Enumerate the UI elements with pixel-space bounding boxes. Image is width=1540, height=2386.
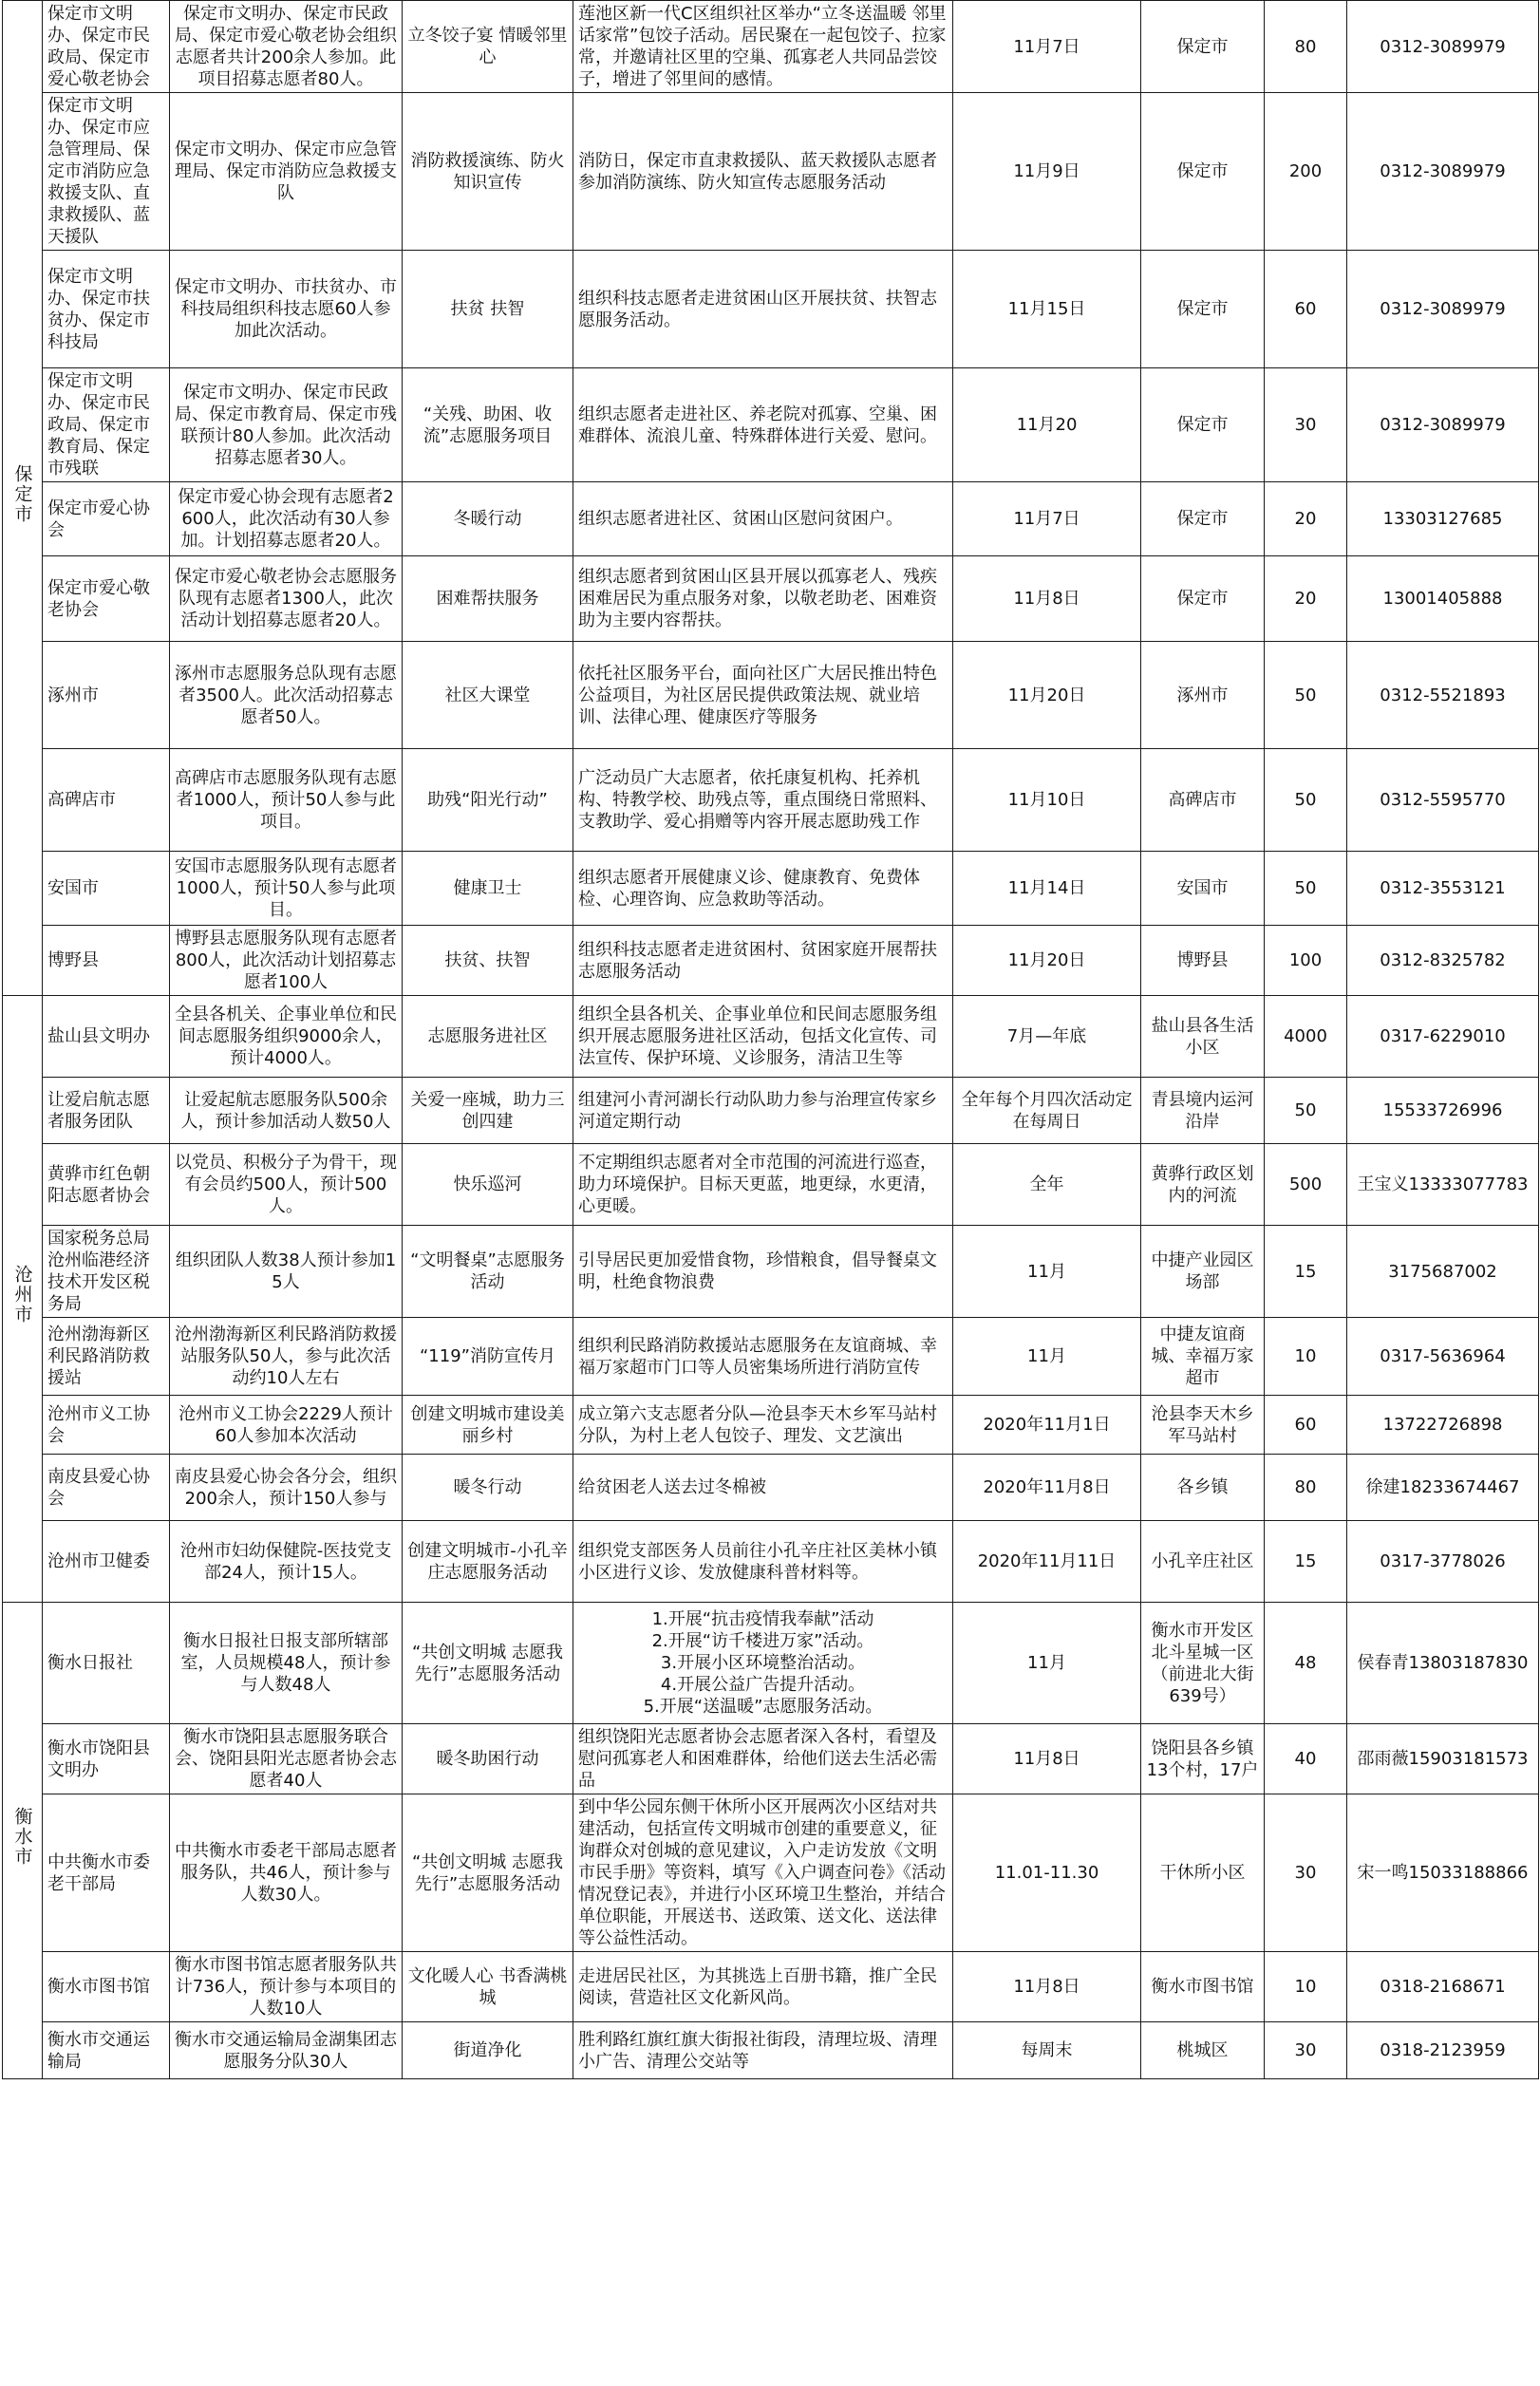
team-cell: 组织团队人数38人预计参加15人 <box>170 1226 403 1318</box>
place-cell: 保定市 <box>1141 251 1265 368</box>
project-cell: 立冬饺子宴 情暖邻里心 <box>403 1 573 93</box>
team-cell: 沧州市义工协会2229人预计60人参加本次活动 <box>170 1396 403 1455</box>
team-cell: 博野县志愿服务队现有志愿者800人，此次活动计划招募志愿者100人 <box>170 926 403 996</box>
contact-cell: 13303127685 <box>1347 482 1539 556</box>
place-cell: 各乡镇 <box>1141 1455 1265 1521</box>
table-row <box>3 368 1539 482</box>
table-row <box>3 1521 1539 1603</box>
participants-cell: 50 <box>1265 852 1347 926</box>
time-cell: 11月20日 <box>953 642 1141 749</box>
content-cell: 成立第六支志愿者分队—沧县李天木乡军马站村分队，为村上老人包饺子、理发、文艺演出 <box>573 1396 953 1455</box>
content-cell: 走进居民社区，为其挑选上百册书籍，推广全民阅读，营造社区文化新风尚。 <box>573 1952 953 2022</box>
contact-cell: 0318-2168671 <box>1347 1952 1539 2022</box>
table-row <box>3 251 1539 368</box>
organizer-cell: 南皮县爱心协会 <box>43 1455 170 1521</box>
table-row <box>3 556 1539 642</box>
city-label: 保定市 <box>11 463 33 524</box>
content-line: 5.开展“送温暖”志愿服务活动。 <box>643 1697 883 1717</box>
team-cell: 衡水市交通运输局金湖集团志愿服务分队30人 <box>170 2022 403 2079</box>
place-cell: 保定市 <box>1141 1 1265 93</box>
team-cell: 全县各机关、企事业单位和民间志愿服务组织9000余人，预计4000人。 <box>170 996 403 1078</box>
contact-cell: 宋一鸣15033188866 <box>1347 1794 1539 1952</box>
table-row <box>3 1144 1539 1226</box>
table-row <box>3 1 1539 93</box>
project-cell: 快乐巡河 <box>403 1144 573 1226</box>
content-cell: 不定期组织志愿者对全市范围的河流进行巡查，助力环境保护。目标天更蓝，地更绿，水更清，心更暖。 <box>573 1144 953 1226</box>
content-line: 4.开展公益广告提升活动。 <box>660 1675 866 1695</box>
participants-cell: 4000 <box>1265 996 1347 1078</box>
team-cell: 保定市文明办、保定市民政局、保定市爱心敬老协会组织志愿者共计200余人参加。此项目招募志愿者80人。 <box>170 1 403 93</box>
city-cell <box>3 996 43 1603</box>
content-cell: 组织科技志愿者走进贫困山区开展扶贫、扶智志愿服务活动。 <box>573 251 953 368</box>
team-cell: 衡水日报社日报支部所辖部室，人员规模48人，预计参与人数48人 <box>170 1603 403 1724</box>
content-cell: 组织党支部医务人员前往小孔辛庄社区美林小镇小区进行义诊、发放健康科普材料等。 <box>573 1521 953 1603</box>
project-cell: “共创文明城 志愿我先行”志愿服务活动 <box>403 1603 573 1724</box>
participants-cell: 30 <box>1265 2022 1347 2079</box>
organizer-cell: 保定市爱心敬老协会 <box>43 556 170 642</box>
place-cell: 保定市 <box>1141 556 1265 642</box>
place-cell: 中捷产业园区场部 <box>1141 1226 1265 1318</box>
project-cell: “关残、助困、收流”志愿服务项目 <box>403 368 573 482</box>
time-cell: 11月8日 <box>953 556 1141 642</box>
content-cell: 组织志愿者到贫困山区县开展以孤寡老人、残疾困难居民为重点服务对象，以敬老助老、困难资助为主要内容帮扶。 <box>573 556 953 642</box>
contact-cell: 0312-3089979 <box>1347 368 1539 482</box>
organizer-cell: 涿州市 <box>43 642 170 749</box>
team-cell: 以党员、积极分子为骨干，现有会员约500人，预计500人。 <box>170 1144 403 1226</box>
team-cell: 沧州渤海新区利民路消防救援站服务队50人，参与此次活动约10人左右 <box>170 1318 403 1396</box>
participants-cell: 10 <box>1265 1318 1347 1396</box>
participants-cell: 60 <box>1265 251 1347 368</box>
content-line: 3.开展小区环境整治活动。 <box>660 1653 866 1673</box>
contact-cell: 0312-3089979 <box>1347 93 1539 251</box>
organizer-cell: 沧州市卫健委 <box>43 1521 170 1603</box>
table-row <box>3 482 1539 556</box>
time-cell: 11月 <box>953 1603 1141 1724</box>
table-row <box>3 1952 1539 2022</box>
table-row <box>3 749 1539 852</box>
place-cell: 高碑店市 <box>1141 749 1265 852</box>
organizer-cell: 衡水市交通运输局 <box>43 2022 170 2079</box>
project-cell: 创建文明城市-小孔辛庄志愿服务活动 <box>403 1521 573 1603</box>
time-cell: 11月15日 <box>953 251 1141 368</box>
table-row <box>3 1078 1539 1144</box>
contact-cell: 0312-8325782 <box>1347 926 1539 996</box>
contact-cell: 王宝义13333077783 <box>1347 1144 1539 1226</box>
contact-cell: 0312-3089979 <box>1347 251 1539 368</box>
participants-cell: 60 <box>1265 1396 1347 1455</box>
time-cell: 全年 <box>953 1144 1141 1226</box>
place-cell: 衡水市开发区北斗星城一区（前进北大街639号） <box>1141 1603 1265 1724</box>
participants-cell: 15 <box>1265 1226 1347 1318</box>
contact-cell: 0312-3089979 <box>1347 1 1539 93</box>
team-cell: 高碑店市志愿服务队现有志愿者1000人，预计50人参与此项目。 <box>170 749 403 852</box>
content-cell: 组织全县各机关、企事业单位和民间志愿服务组织开展志愿服务进社区活动，包括文化宣传、司法宣传、保护环境、义诊服务，清洁卫生等 <box>573 996 953 1078</box>
time-cell: 11月10日 <box>953 749 1141 852</box>
project-cell: 志愿服务进社区 <box>403 996 573 1078</box>
contact-cell: 邵雨薇15903181573 <box>1347 1724 1539 1794</box>
organizer-cell: 沧州渤海新区利民路消防救援站 <box>43 1318 170 1396</box>
organizer-cell: 博野县 <box>43 926 170 996</box>
participants-cell: 100 <box>1265 926 1347 996</box>
city-label: 衡水市 <box>11 1806 33 1867</box>
table-row <box>3 1794 1539 1952</box>
content-cell: 给贫困老人送去过冬棉被 <box>573 1455 953 1521</box>
time-cell: 11月7日 <box>953 482 1141 556</box>
time-cell: 7月—年底 <box>953 996 1141 1078</box>
contact-cell: 0317-3778026 <box>1347 1521 1539 1603</box>
content-cell: 组建河小青河湖长行动队助力参与治理宣传家乡河道定期行动 <box>573 1078 953 1144</box>
place-cell: 涿州市 <box>1141 642 1265 749</box>
project-cell: 暖冬助困行动 <box>403 1724 573 1794</box>
content-cell: 莲池区新一代C区组织社区举办“立冬送温暖 邻里话家常”包饺子活动。居民聚在一起包饺子、拉家常，并邀请社区里的空巢、孤寡老人共同品尝饺子，增进了邻里间的感情。 <box>573 1 953 93</box>
organizer-cell: 国家税务总局沧州临港经济技术开发区税务局 <box>43 1226 170 1318</box>
time-cell: 2020年11月8日 <box>953 1455 1141 1521</box>
project-cell: 街道净化 <box>403 2022 573 2079</box>
time-cell: 2020年11月1日 <box>953 1396 1141 1455</box>
time-cell: 11月 <box>953 1226 1141 1318</box>
place-cell: 小孔辛庄社区 <box>1141 1521 1265 1603</box>
team-cell: 南皮县爱心协会各分会，组织200余人，预计150人参与 <box>170 1455 403 1521</box>
participants-cell: 50 <box>1265 1078 1347 1144</box>
contact-cell: 0317-6229010 <box>1347 996 1539 1078</box>
project-cell: 扶贫 扶智 <box>403 251 573 368</box>
organizer-cell: 保定市文明办、保定市民政局、保定市爱心敬老协会 <box>43 1 170 93</box>
participants-cell: 15 <box>1265 1521 1347 1603</box>
table-row <box>3 1226 1539 1318</box>
content-cell: 组织志愿者进社区、贫困山区慰问贫困户。 <box>573 482 953 556</box>
city-cell <box>3 1 43 996</box>
place-cell: 干休所小区 <box>1141 1794 1265 1952</box>
project-cell: 关爱一座城，助力三创四建 <box>403 1078 573 1144</box>
organizer-cell: 保定市爱心协会 <box>43 482 170 556</box>
place-cell: 博野县 <box>1141 926 1265 996</box>
table-row <box>3 93 1539 251</box>
project-cell: “文明餐桌”志愿服务活动 <box>403 1226 573 1318</box>
content-cell: 组织志愿者走进社区、养老院对孤寡、空巢、困难群体、流浪儿童、特殊群体进行关爱、慰问。 <box>573 368 953 482</box>
team-cell: 涿州市志愿服务总队现有志愿者3500人。此次活动招募志愿者50人。 <box>170 642 403 749</box>
project-cell: 冬暖行动 <box>403 482 573 556</box>
project-cell: 社区大课堂 <box>403 642 573 749</box>
time-cell: 11月20日 <box>953 926 1141 996</box>
content-line: 2.开展“访千楼进万家”活动。 <box>651 1631 874 1651</box>
project-cell: 健康卫士 <box>403 852 573 926</box>
time-cell: 11月8日 <box>953 1724 1141 1794</box>
content-line: 1.开展“抗击疫情我奉献”活动 <box>651 1609 874 1629</box>
time-cell: 11月20 <box>953 368 1141 482</box>
volunteer-activity-table <box>2 0 1539 2079</box>
contact-cell: 0312-5595770 <box>1347 749 1539 852</box>
organizer-cell: 高碑店市 <box>43 749 170 852</box>
contact-cell: 13001405888 <box>1347 556 1539 642</box>
place-cell: 安国市 <box>1141 852 1265 926</box>
table-row <box>3 852 1539 926</box>
place-cell: 黄骅行政区划内的河流 <box>1141 1144 1265 1226</box>
project-cell: 助残“阳光行动” <box>403 749 573 852</box>
contact-cell: 徐建18233674467 <box>1347 1455 1539 1521</box>
time-cell: 11月9日 <box>953 93 1141 251</box>
team-cell: 保定市爱心协会现有志愿者2600人，此次活动有30人参加。计划招募志愿者20人。 <box>170 482 403 556</box>
organizer-cell: 盐山县文明办 <box>43 996 170 1078</box>
participants-cell: 10 <box>1265 1952 1347 2022</box>
organizer-cell: 中共衡水市委老干部局 <box>43 1794 170 1952</box>
organizer-cell: 保定市文明办、保定市应急管理局、保定市消防应急救援支队、直隶救援队、蓝天援队 <box>43 93 170 251</box>
organizer-cell: 沧州市义工协会 <box>43 1396 170 1455</box>
content-cell: 组织利民路消防救援站志愿服务在友谊商城、幸福万家超市门口等人员密集场所进行消防宣传 <box>573 1318 953 1396</box>
city-cell <box>3 1603 43 2079</box>
organizer-cell: 安国市 <box>43 852 170 926</box>
time-cell: 全年每个月四次活动定在每周日 <box>953 1078 1141 1144</box>
organizer-cell: 保定市文明办、保定市民政局、保定市教育局、保定市残联 <box>43 368 170 482</box>
contact-cell: 3175687002 <box>1347 1226 1539 1318</box>
project-cell: 扶贫、扶智 <box>403 926 573 996</box>
team-cell: 沧州市妇幼保健院-医技党支部24人，预计15人。 <box>170 1521 403 1603</box>
organizer-cell: 衡水市图书馆 <box>43 1952 170 2022</box>
project-cell: 消防救援演练、防火知识宣传 <box>403 93 573 251</box>
team-cell: 衡水市图书馆志愿者服务队共计736人，预计参与本项目的人数10人 <box>170 1952 403 2022</box>
place-cell: 盐山县各生活小区 <box>1141 996 1265 1078</box>
contact-cell: 0318-2123959 <box>1347 2022 1539 2079</box>
content-cell: 胜利路红旗红旗大街报社街段，清理垃圾、清理小广告、清理公交站等 <box>573 2022 953 2079</box>
time-cell: 11月14日 <box>953 852 1141 926</box>
contact-cell: 0317-5636964 <box>1347 1318 1539 1396</box>
place-cell: 桃城区 <box>1141 2022 1265 2079</box>
contact-cell: 侯春青13803187830 <box>1347 1603 1539 1724</box>
team-cell: 保定市爱心敬老协会志愿服务队现有志愿者1300人，此次活动计划招募志愿者20人。 <box>170 556 403 642</box>
team-cell: 保定市文明办、市扶贫办、市科技局组织科技志愿60人参加此次活动。 <box>170 251 403 368</box>
content-cell <box>573 1603 953 1724</box>
table-row <box>3 642 1539 749</box>
organizer-cell: 让爱启航志愿者服务团队 <box>43 1078 170 1144</box>
place-cell: 保定市 <box>1141 93 1265 251</box>
table-row <box>3 1724 1539 1794</box>
participants-cell: 80 <box>1265 1 1347 93</box>
team-cell: 保定市文明办、保定市民政局、保定市教育局、保定市残联预计80人参加。此次活动招募志愿者30人。 <box>170 368 403 482</box>
contact-cell: 13722726898 <box>1347 1396 1539 1455</box>
participants-cell: 20 <box>1265 482 1347 556</box>
project-cell: 暖冬行动 <box>403 1455 573 1521</box>
content-cell: 依托社区服务平台，面向社区广大居民推出特色公益项目，为社区居民提供政策法规、就业培训、法律心理、健康医疗等服务 <box>573 642 953 749</box>
place-cell: 衡水市图书馆 <box>1141 1952 1265 2022</box>
team-cell: 让爱起航志愿服务队500余人，预计参加活动人数50人 <box>170 1078 403 1144</box>
participants-cell: 50 <box>1265 749 1347 852</box>
time-cell: 11月 <box>953 1318 1141 1396</box>
contact-cell: 0312-3553121 <box>1347 852 1539 926</box>
time-cell: 11月7日 <box>953 1 1141 93</box>
contact-cell: 0312-5521893 <box>1347 642 1539 749</box>
participants-cell: 50 <box>1265 642 1347 749</box>
table-row <box>3 1455 1539 1521</box>
organizer-cell: 黄骅市红色朝阳志愿者协会 <box>43 1144 170 1226</box>
content-cell: 广泛动员广大志愿者，依托康复机构、托养机构、特教学校、助残点等，重点围绕日常照料、支教助学、爱心捐赠等内容开展志愿助残工作 <box>573 749 953 852</box>
organizer-cell: 衡水市饶阳县文明办 <box>43 1724 170 1794</box>
content-cell: 消防日，保定市直隶救援队、蓝天救援队志愿者参加消防演练、防火知宣传志愿服务活动 <box>573 93 953 251</box>
table-row <box>3 926 1539 996</box>
table-row <box>3 996 1539 1078</box>
participants-cell: 80 <box>1265 1455 1347 1521</box>
content-cell: 组织科技志愿者走进贫困村、贫困家庭开展帮扶志愿服务活动 <box>573 926 953 996</box>
place-cell: 中捷友谊商城、幸福万家超市 <box>1141 1318 1265 1396</box>
table-row <box>3 1318 1539 1396</box>
team-cell: 衡水市饶阳县志愿服务联合会、饶阳县阳光志愿者协会志愿者40人 <box>170 1724 403 1794</box>
content-cell: 组织饶阳光志愿者协会志愿者深入各村，看望及慰问孤寡老人和困难群体，给他们送去生活必需品 <box>573 1724 953 1794</box>
contact-cell: 15533726996 <box>1347 1078 1539 1144</box>
organizer-cell: 保定市文明办、保定市扶贫办、保定市科技局 <box>43 251 170 368</box>
participants-cell: 20 <box>1265 556 1347 642</box>
time-cell: 2020年11月11日 <box>953 1521 1141 1603</box>
team-cell: 保定市文明办、保定市应急管理局、保定市消防应急救援支队 <box>170 93 403 251</box>
organizer-cell: 衡水日报社 <box>43 1603 170 1724</box>
time-cell: 11.01-11.30 <box>953 1794 1141 1952</box>
place-cell: 青县境内运河沿岸 <box>1141 1078 1265 1144</box>
table-row <box>3 1396 1539 1455</box>
city-label: 沧州市 <box>11 1265 33 1325</box>
place-cell: 保定市 <box>1141 368 1265 482</box>
time-cell: 每周末 <box>953 2022 1141 2079</box>
project-cell: 文化暖人心 书香满桃城 <box>403 1952 573 2022</box>
table-row <box>3 2022 1539 2079</box>
participants-cell: 30 <box>1265 1794 1347 1952</box>
participants-cell: 200 <box>1265 93 1347 251</box>
participants-cell: 40 <box>1265 1724 1347 1794</box>
team-cell: 中共衡水市委老干部局志愿者服务队，共46人，预计参与人数30人。 <box>170 1794 403 1952</box>
time-cell: 11月8日 <box>953 1952 1141 2022</box>
place-cell: 饶阳县各乡镇13个村，17户 <box>1141 1724 1265 1794</box>
project-cell: 创建文明城市建设美丽乡村 <box>403 1396 573 1455</box>
content-cell: 组织志愿者开展健康义诊、健康教育、免费体检、心理咨询、应急救助等活动。 <box>573 852 953 926</box>
place-cell: 沧县李天木乡军马站村 <box>1141 1396 1265 1455</box>
project-cell: “共创文明城 志愿我先行”志愿服务活动 <box>403 1794 573 1952</box>
project-cell: “119”消防宣传月 <box>403 1318 573 1396</box>
place-cell: 保定市 <box>1141 482 1265 556</box>
participants-cell: 500 <box>1265 1144 1347 1226</box>
content-cell: 引导居民更加爱惜食物，珍惜粮食，倡导餐桌文明，杜绝食物浪费 <box>573 1226 953 1318</box>
team-cell: 安国市志愿服务队现有志愿者1000人，预计50人参与此项目。 <box>170 852 403 926</box>
project-cell: 困难帮扶服务 <box>403 556 573 642</box>
participants-cell: 30 <box>1265 368 1347 482</box>
participants-cell: 48 <box>1265 1603 1347 1724</box>
table-row <box>3 1603 1539 1724</box>
content-cell: 到中华公园东侧干休所小区开展两次小区结对共建活动，包括宣传文明城市创建的重要意义，征询群众对创城的意见建议，入户走访发放《文明市民手册》等资料，填写《入户调查问卷》《活动情况登记表》，并进行小区环境卫生整治，并结合单位职能，开展送书、送政策、送文化、送法律等公益性活动。 <box>573 1794 953 1952</box>
